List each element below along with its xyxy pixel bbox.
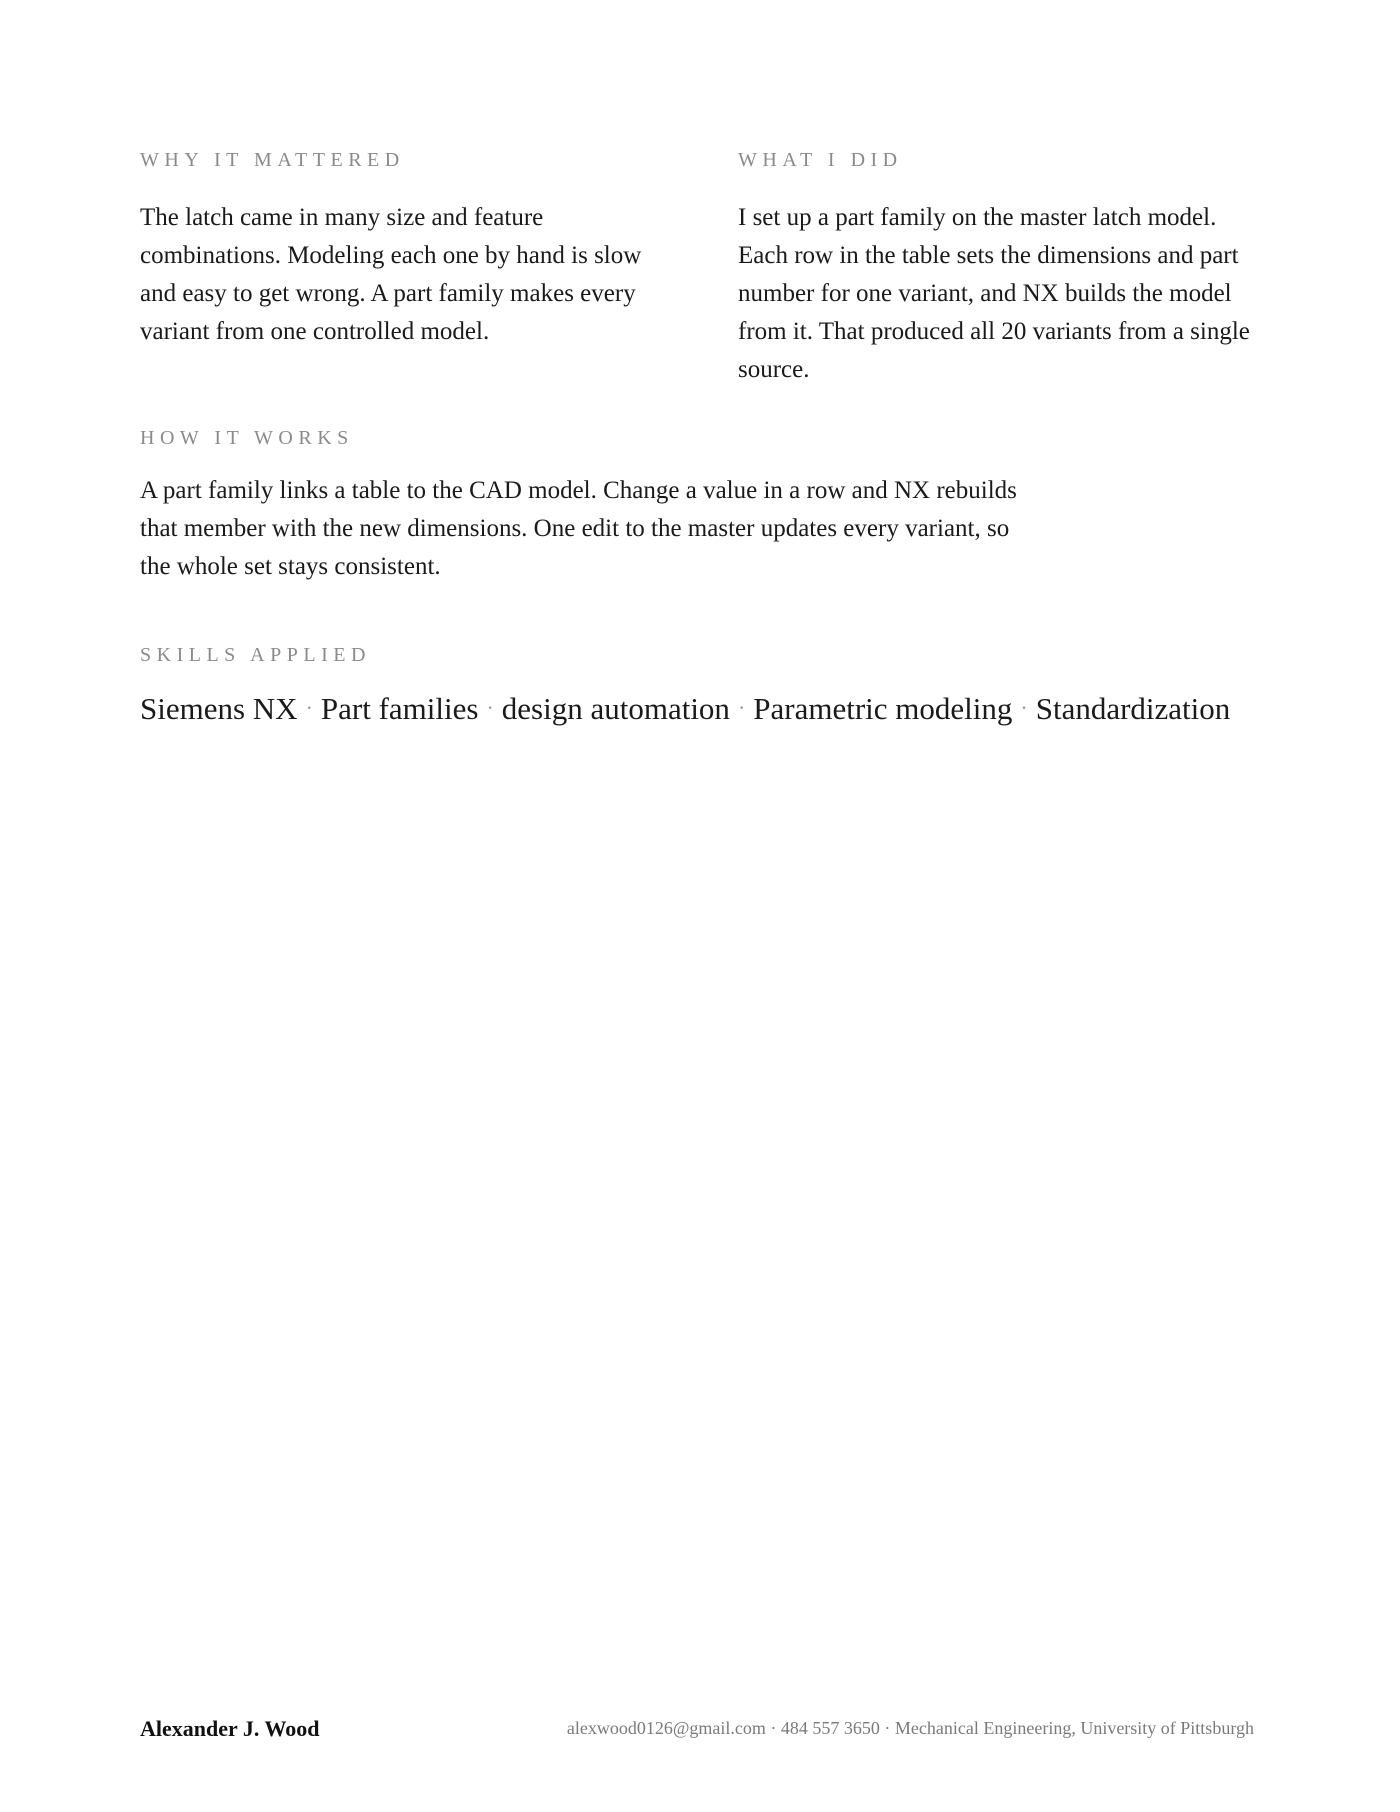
why-it-mattered-text: The latch came in many size and feature combinations. Modeling each one by hand is slow and easy to get wrong. A part family makes every variant from one controlled model.: [140, 204, 642, 345]
how-it-works-text: A part family links a table to the CAD model. Change a value in a row and NX rebuilds that member with the new dimensions. One edit to the master updates every variant, so the whole set stays consistent.: [140, 477, 1017, 580]
skills-applied-section: [140, 645, 1290, 732]
skill-item: Siemens NX: [140, 691, 298, 726]
contact-separator: ·: [770, 1718, 777, 1738]
skill-item: Standardization: [1035, 691, 1231, 726]
skill-separator: ·: [486, 695, 494, 720]
contact-info: [567, 1718, 1254, 1739]
what-i-did-section: [738, 150, 1260, 389]
what-i-did-text: I set up a part family on the master latch model. Each row in the table sets the dimensions and part number for one variant, and NX builds the model from it. That produced all 20 variants from a single source.: [738, 204, 1250, 383]
affiliation: Mechanical Engineering, University of Pittsburgh: [894, 1718, 1254, 1738]
author-name: Alexander J. Wood: [140, 1716, 320, 1741]
how-it-works-section: [140, 428, 1040, 586]
skill-separator: ·: [1020, 695, 1028, 720]
skill-separator: ·: [305, 695, 313, 720]
contact-separator: ·: [884, 1718, 891, 1738]
phone-number: 484 557 3650: [780, 1718, 880, 1738]
page-footer: [140, 1716, 1254, 1746]
skill-item: Part families: [320, 691, 479, 726]
email-link[interactable]: alexwood0126@gmail.com: [566, 1718, 766, 1738]
skill-item: Parametric modeling: [753, 691, 1013, 726]
why-it-mattered-section: [140, 150, 660, 351]
skills-list: [140, 689, 1290, 732]
skills-applied-heading: SKILLS APPLIED: [140, 644, 371, 666]
how-it-works-heading: HOW IT WORKS: [140, 427, 354, 449]
skill-item: design automation: [501, 691, 730, 726]
why-it-mattered-heading: WHY IT MATTERED: [140, 149, 405, 171]
skill-separator: ·: [737, 695, 746, 720]
what-i-did-heading: WHAT I DID: [738, 149, 903, 171]
